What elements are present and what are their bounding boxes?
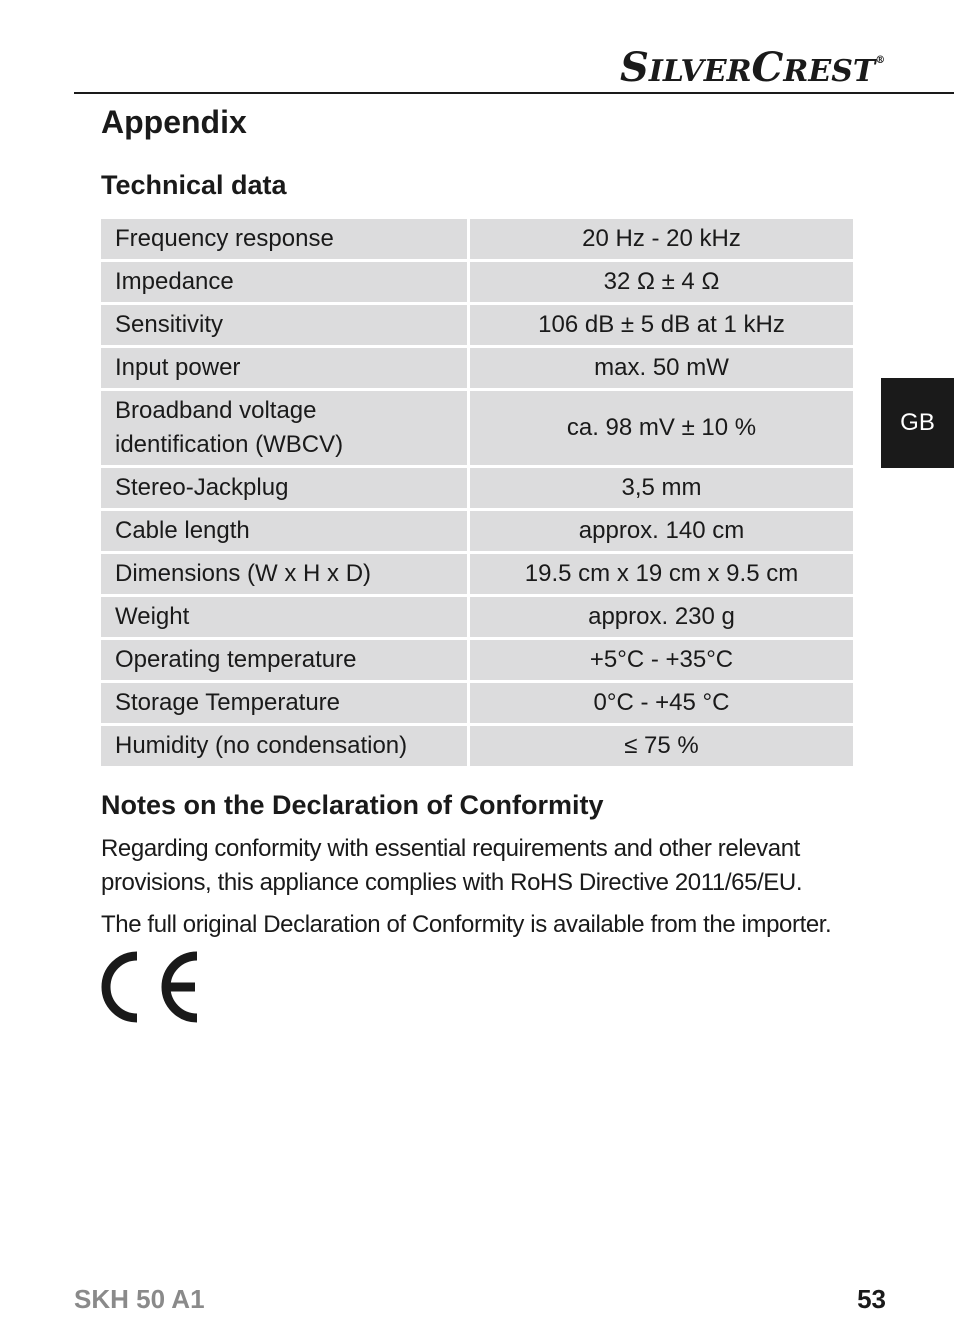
table-row	[101, 726, 853, 766]
table-row	[101, 468, 853, 508]
spec-label: Stereo-Jackplug	[101, 468, 467, 508]
language-tab: GB	[881, 378, 954, 468]
table-row	[101, 348, 853, 388]
spec-value: 0°C - +45 °C	[467, 683, 853, 723]
spec-label-line2: identification (WBCV)	[115, 431, 344, 458]
section-title: Appendix	[101, 104, 247, 140]
table-row	[101, 219, 853, 259]
spec-value: approx. 140 cm	[467, 511, 853, 551]
table-row	[101, 683, 853, 723]
spec-label: Operating temperature	[101, 640, 467, 680]
spec-value: 32 Ω ± 4 Ω	[467, 262, 853, 302]
table-row	[101, 554, 853, 594]
spec-label: Dimensions (W x H x D)	[101, 554, 467, 594]
spec-label-line1: Broadband voltage	[115, 397, 317, 424]
spec-label: Humidity (no condensation)	[101, 726, 467, 766]
spec-label: Storage Temperature	[101, 683, 467, 723]
technical-data-title: Technical data	[101, 170, 287, 200]
spec-value: approx. 230 g	[467, 597, 853, 637]
spec-label	[101, 391, 467, 465]
table-row	[101, 305, 853, 345]
spec-label: Sensitivity	[101, 305, 467, 345]
spec-value: ca. 98 mV ± 10 %	[467, 391, 853, 465]
spec-value: max. 50 mW	[467, 348, 853, 388]
spec-value: +5°C - +35°C	[467, 640, 853, 680]
table-row	[101, 597, 853, 637]
header-rule	[74, 92, 954, 94]
spec-label: Frequency response	[101, 219, 467, 259]
spec-value: 106 dB ± 5 dB at 1 kHz	[467, 305, 853, 345]
table-row	[101, 391, 853, 465]
spec-value: 3,5 mm	[467, 468, 853, 508]
table-row	[101, 511, 853, 551]
technical-data-table	[101, 216, 853, 769]
conformity-paragraph: Regarding conformity with essential requirements and other relevant provisions, this appliance complies with RoHS Directive 2011/65/EU.	[101, 835, 803, 896]
page-number: 53	[857, 1284, 886, 1314]
conformity-title: Notes on the Declaration of Conformity	[101, 790, 604, 820]
conformity-paragraph: The full original Declaration of Conformity is available from the importer.	[101, 911, 832, 938]
spec-value: 20 Hz - 20 kHz	[467, 219, 853, 259]
spec-label: Input power	[101, 348, 467, 388]
table-row	[101, 262, 853, 302]
spec-value: 19.5 cm x 19 cm x 9.5 cm	[467, 554, 853, 594]
spec-label: Impedance	[101, 262, 467, 302]
spec-value: ≤ 75 %	[467, 726, 853, 766]
spec-label: Cable length	[101, 511, 467, 551]
silvercrest-logo: SILVERCREST®	[620, 44, 886, 91]
table-row	[101, 640, 853, 680]
spec-label: Weight	[101, 597, 467, 637]
ce-mark-icon	[100, 948, 204, 1026]
footer-model-number: SKH 50 A1	[74, 1284, 205, 1314]
